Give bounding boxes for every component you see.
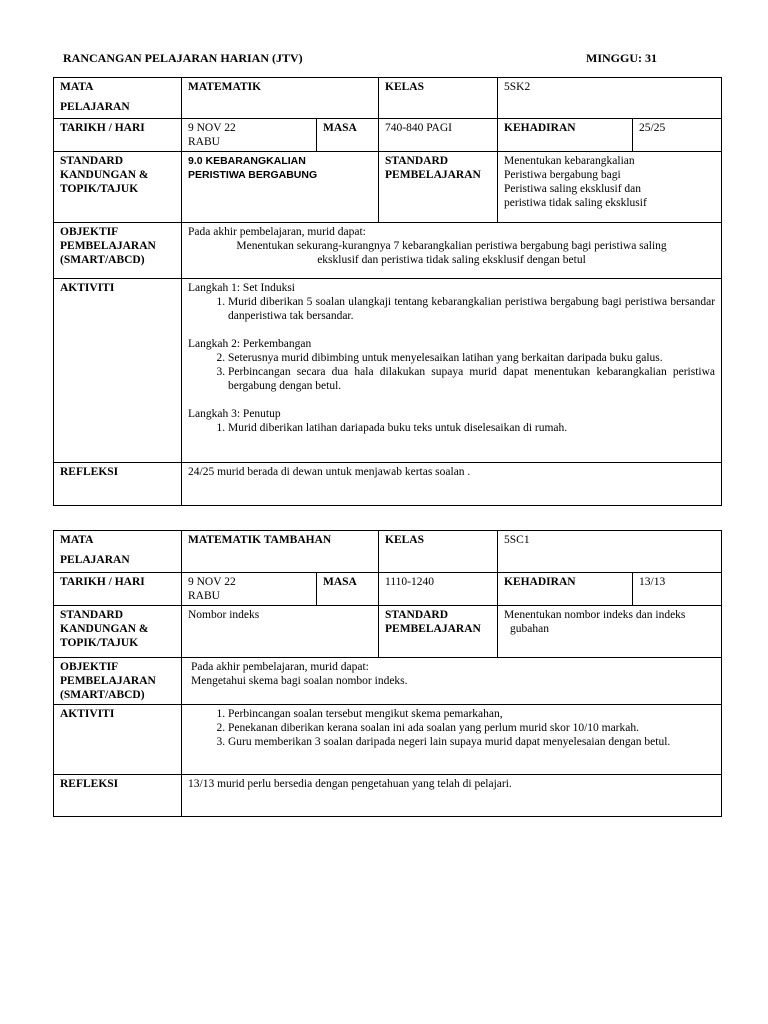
activity-value: [182, 705, 722, 775]
objective-label: OBJEKTIF PEMBELAJARAN (SMART/ABCD): [54, 658, 182, 705]
reflection-value: 13/13 murid perlu bersedia dengan pengetahuan yang telah di pelajari.: [182, 775, 722, 817]
activity-row: [54, 705, 722, 775]
subject-row: [54, 531, 722, 573]
learning-standard-value: Menentukan kebarangkalian Peristiwa bergabung bagi Peristiwa saling eksklusif dan peristiwa tidak saling eksklusif: [498, 152, 722, 223]
list-item: 2. Seterusnya murid dibimbing untuk menyelesaikan latihan yang berkaitan daripada buku galus.: [228, 351, 715, 365]
reflection-row: [54, 775, 722, 817]
lesson-plan-2: [53, 530, 722, 817]
activity-list: [188, 707, 715, 749]
subject-label: MATA PELAJARAN: [54, 531, 182, 573]
document-title: RANCANGAN PELAJARAN HARIAN (JTV): [63, 51, 303, 65]
list-item: 3. Perbincangan secara dua hala dilakukan supaya murid dapat menentukan kebarangkalian peristiwa bergabung dengan betul.: [228, 365, 715, 393]
time-label: MASA: [317, 573, 379, 606]
content-standard-label: STANDARD KANDUNGAN & TOPIK/TAJUK: [54, 152, 182, 223]
date-row: [54, 573, 722, 606]
date-label: TARIKH / HARI: [54, 573, 182, 606]
step3-list: [188, 421, 715, 435]
objective-row: [54, 223, 722, 279]
step2-list: [188, 351, 715, 393]
class-label: KELAS: [379, 531, 498, 573]
learning-standard-label: STANDARD PEMBELAJARAN: [379, 606, 498, 658]
learning-standard-label: STANDARD PEMBELAJARAN: [379, 152, 498, 223]
date-value: 9 NOV 22 RABU: [182, 573, 317, 606]
objective-value: Pada akhir pembelajaran, murid dapat: Menentukan sekurang-kurangnya 7 kebarangkalian peristiwa bergabung bagi peristiwa saling eksklusif dan peristiwa tidak saling eksklusif dengan betul: [182, 223, 722, 279]
reflection-label: REFLEKSI: [54, 775, 182, 817]
week-label: MINGGU: 31: [586, 51, 657, 65]
step2-title: Langkah 2: Perkembangan: [188, 338, 312, 350]
list-item: 1. Perbincangan soalan tersebut mengikut skema pemarkahan,: [228, 707, 715, 721]
class-label: KELAS: [379, 78, 498, 119]
class-value: 5SK2: [498, 78, 722, 119]
activity-row: [54, 279, 722, 463]
list-item: 1. Murid diberikan latihan dariapada buku teks untuk diselesaikan di rumah.: [228, 421, 715, 435]
time-label: MASA: [317, 119, 379, 152]
learning-standard-value: Menentukan nombor indeks dan indeks gubahan: [498, 606, 722, 658]
standard-row: [54, 152, 722, 223]
objective-value: Pada akhir pembelajaran, murid dapat: Mengetahui skema bagi soalan nombor indeks.: [182, 658, 722, 705]
attendance-label: KEHADIRAN: [498, 119, 633, 152]
time-value: 740-840 PAGI: [379, 119, 498, 152]
reflection-label: REFLEKSI: [54, 463, 182, 506]
attendance-value: 25/25: [633, 119, 722, 152]
list-item: 3. Guru memberikan 3 soalan daripada negeri lain supaya murid dapat menyelesaian dengan betul.: [228, 735, 715, 749]
reflection-row: [54, 463, 722, 506]
content-standard-label: STANDARD KANDUNGAN & TOPIK/TAJUK: [54, 606, 182, 658]
subject-value: MATEMATIK TAMBAHAN: [182, 531, 379, 573]
time-value: 1110-1240: [379, 573, 498, 606]
date-value: 9 NOV 22 RABU: [182, 119, 317, 152]
list-item: 2. Penekanan diberikan kerana soalan ini ada soalan yang perlum murid skor 10/10 markah.: [228, 721, 715, 735]
objective-label: OBJEKTIF PEMBELAJARAN (SMART/ABCD): [54, 223, 182, 279]
subject-row: [54, 78, 722, 119]
step3-title: Langkah 3: Penutup: [188, 408, 281, 420]
step1-list: [188, 295, 715, 323]
activity-label: AKTIVITI: [54, 279, 182, 463]
objective-row: [54, 658, 722, 705]
subject-label: MATA PELAJARAN: [54, 78, 182, 119]
activity-label: AKTIVITI: [54, 705, 182, 775]
date-label: TARIKH / HARI: [54, 119, 182, 152]
subject-value: MATEMATIK: [182, 78, 379, 119]
class-value: 5SC1: [498, 531, 722, 573]
reflection-value: 24/25 murid berada di dewan untuk menjawab kertas soalan .: [182, 463, 722, 506]
attendance-value: 13/13: [633, 573, 722, 606]
lesson-plan-1: [53, 77, 722, 506]
topic-value: Nombor indeks: [182, 606, 379, 658]
list-item: 1. Murid diberikan 5 soalan ulangkaji tentang kebarangkalian peristiwa bergabung bagi peristiwa bersandar danperistiwa tak bersandar.: [228, 295, 715, 323]
attendance-label: KEHADIRAN: [498, 573, 633, 606]
standard-row: [54, 606, 722, 658]
activity-value: [182, 279, 722, 463]
date-row: [54, 119, 722, 152]
step1-title: Langkah 1: Set Induksi: [188, 282, 295, 294]
topic-value: 9.0 KEBARANGKALIAN PERISTIWA BERGABUNG: [182, 152, 379, 223]
